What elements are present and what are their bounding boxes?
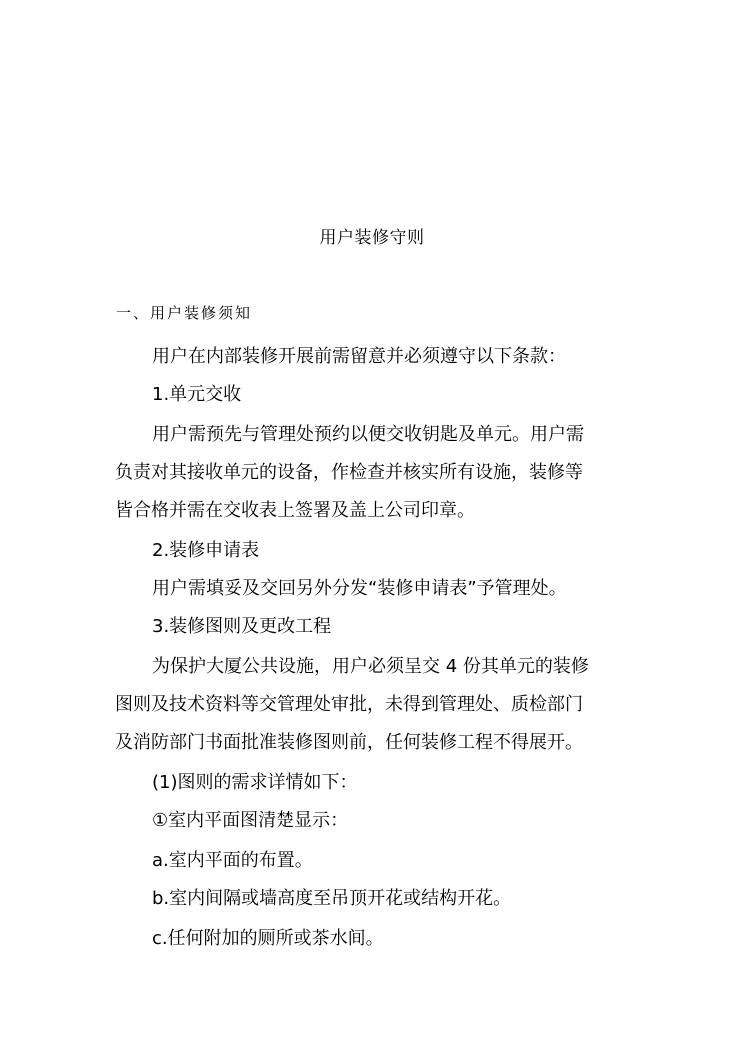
list-item: c.任何附加的厕所或茶水间。 (152, 928, 384, 949)
paragraph-line: 皆合格并需在交收表上签署及盖上公司印章。 (115, 500, 475, 521)
paragraph-line: 图则及技术资料等交管理处审批，未得到管理处、质检部门 (115, 694, 583, 715)
list-item: a.室内平面的布置。 (152, 850, 313, 871)
section-heading: 一、用户装修须知 (116, 304, 253, 322)
subclause-heading: (1)图则的需求详情如下： (152, 772, 358, 793)
list-heading: ①室内平面图清楚显示： (152, 810, 349, 831)
paragraph-line: 及消防部门书面批准装修图则前，任何装修工程不得展开。 (115, 732, 583, 753)
document-title: 用户装修守则 (319, 228, 425, 248)
paragraph-line: 用户需填妥及交回另外分发“装修申请表”予管理处。 (152, 578, 567, 599)
paragraph-line: 为保护大厦公共设施，用户必须呈交 4 份其单元的装修 (152, 656, 589, 677)
clause-heading-2: 2.装修申请表 (152, 540, 260, 561)
list-item: b.室内间隔或墙高度至吊顶开花或结构开花。 (152, 888, 512, 909)
paragraph-line: 负责对其接收单元的设备，作检查并核实所有设施，装修等 (115, 462, 583, 483)
clause-heading-1: 1.单元交收 (152, 384, 242, 405)
paragraph-line: 用户需预先与管理处预约以便交收钥匙及单元。用户需 (152, 424, 584, 445)
clause-heading-3: 3.装修图则及更改工程 (152, 616, 332, 637)
paragraph-intro: 用户在内部装修开展前需留意并必须遵守以下条款： (152, 346, 566, 367)
